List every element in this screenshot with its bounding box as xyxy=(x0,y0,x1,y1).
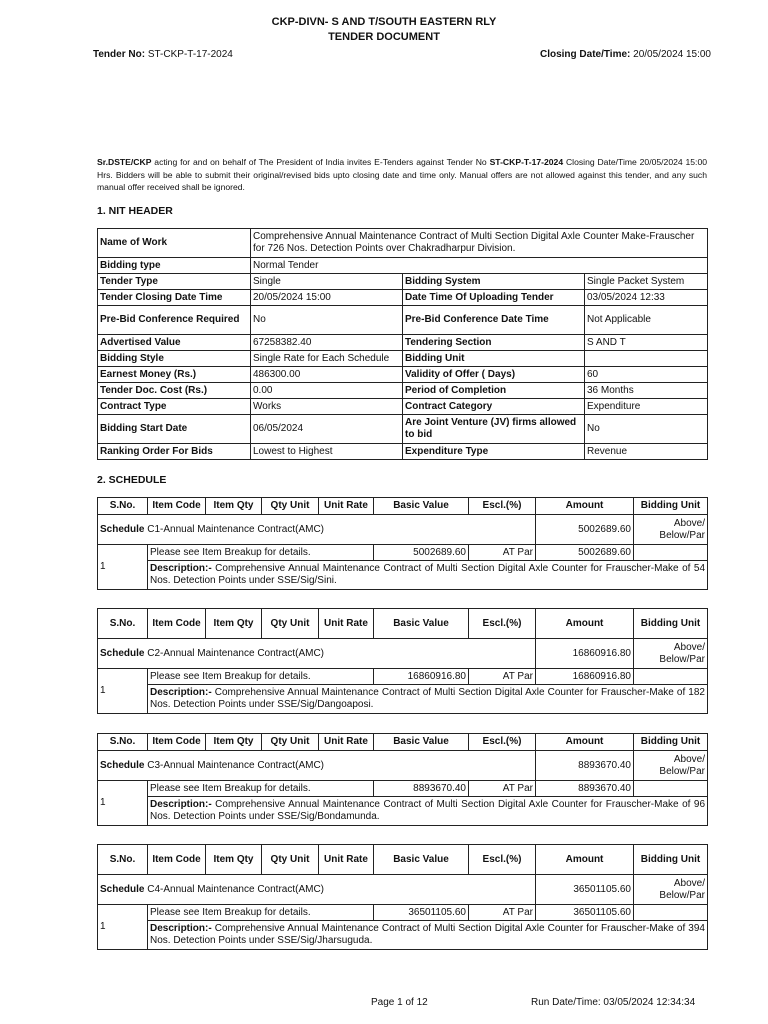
nit-key: Date Time Of Uploading Tender xyxy=(403,290,585,306)
nit-row-name-of-work xyxy=(98,229,708,258)
column-header: Escl.(%) xyxy=(469,498,536,515)
description-text: Comprehensive Annual Maintenance Contract of Multi Section Digital Axle Counter for Frauscher-Make of 182 Nos. Detection Points under SSE/Sig/Dangoaposi. xyxy=(150,687,705,710)
schedule-name-row xyxy=(98,875,708,905)
column-header: Basic Value xyxy=(374,498,469,515)
item-escl: AT Par xyxy=(469,905,536,921)
column-header: Item Code xyxy=(148,734,206,751)
item-escl: AT Par xyxy=(469,781,536,797)
nit-value: S AND T xyxy=(585,335,708,351)
nit-key: Tender Type xyxy=(98,274,251,290)
column-header: Qty Unit xyxy=(262,609,319,639)
item-amount: 5002689.60 xyxy=(536,545,634,561)
description-label: Description:- xyxy=(150,687,212,698)
column-header: Item Code xyxy=(148,498,206,515)
nit-value: 03/05/2024 12:33 xyxy=(585,290,708,306)
nit-row xyxy=(98,290,708,306)
bidding-unit: Above/ Below/Par xyxy=(634,515,708,545)
nit-value: 06/05/2024 xyxy=(251,415,403,444)
nit-row-bidding-type xyxy=(98,258,708,274)
nit-key: Are Joint Venture (JV) firms allowed to bid xyxy=(403,415,585,444)
column-header: Unit Rate xyxy=(319,609,374,639)
nit-value: Comprehensive Annual Maintenance Contract of Multi Section Digital Axle Counter Make-Frauscher for 726 Nos. Detection Points over Chakradharpur Division. xyxy=(251,229,708,258)
description-text: Comprehensive Annual Maintenance Contract of Multi Section Digital Axle Counter for Frauscher-Make of 394 Nos. Detection Points under SSE/Sig/Jharsuguda. xyxy=(150,923,705,946)
schedule-amount: 8893670.40 xyxy=(536,751,634,781)
item-basic-value: 36501105.60 xyxy=(374,905,469,921)
nit-value: Revenue xyxy=(585,444,708,460)
column-header: Item Qty xyxy=(206,498,262,515)
item-description-row xyxy=(98,685,708,714)
column-header: Escl.(%) xyxy=(469,609,536,639)
column-header: Item Qty xyxy=(206,845,262,875)
nit-key: Expenditure Type xyxy=(403,444,585,460)
intro-paragraph xyxy=(97,156,707,194)
schedule-header-row xyxy=(98,609,708,639)
nit-value: No xyxy=(585,415,708,444)
nit-value: Lowest to Highest xyxy=(251,444,403,460)
item-row xyxy=(98,545,708,561)
column-header: S.No. xyxy=(98,734,148,751)
bidding-unit: Above/ Below/Par xyxy=(634,751,708,781)
column-header: Unit Rate xyxy=(319,498,374,515)
column-header: S.No. xyxy=(98,845,148,875)
column-header: Escl.(%) xyxy=(469,734,536,751)
column-header: Bidding Unit xyxy=(634,845,708,875)
column-header: Unit Rate xyxy=(319,734,374,751)
description-label: Description:- xyxy=(150,799,212,810)
nit-row xyxy=(98,415,708,444)
schedule-header-row xyxy=(98,845,708,875)
run-date-time: Run Date/Time: 03/05/2024 12:34:34 xyxy=(531,997,696,1008)
item-basic-value: 8893670.40 xyxy=(374,781,469,797)
column-header: Escl.(%) xyxy=(469,845,536,875)
column-header: Item Code xyxy=(148,609,206,639)
tender-no-value: ST-CKP-T-17-2024 xyxy=(147,49,233,60)
intro-tender-no: ST-CKP-T-17-2024 xyxy=(489,157,564,167)
item-breakup: Please see Item Breakup for details. xyxy=(148,905,374,921)
schedule-name: C2-Annual Maintenance Contract(AMC) xyxy=(147,647,324,659)
column-header: S.No. xyxy=(98,609,148,639)
item-escl: AT Par xyxy=(469,545,536,561)
nit-row xyxy=(98,367,708,383)
item-sno: 1 xyxy=(98,905,148,950)
item-sno: 1 xyxy=(98,545,148,590)
schedule-header-row xyxy=(98,498,708,515)
nit-value: 67258382.40 xyxy=(251,335,403,351)
schedule-label: Schedule xyxy=(100,523,145,535)
page-number: Page 1 of 12 xyxy=(371,997,428,1008)
closing-date-value: 20/05/2024 15:00 xyxy=(633,49,711,60)
column-header: S.No. xyxy=(98,498,148,515)
description-text: Comprehensive Annual Maintenance Contract of Multi Section Digital Axle Counter for Frauscher-Make of 54 Nos. Detection Points under SSE/Sig/Sini. xyxy=(150,563,706,586)
nit-key: Tender Doc. Cost (Rs.) xyxy=(98,383,251,399)
nit-value: Single Rate for Each Schedule xyxy=(251,351,403,367)
item-bidding-unit xyxy=(634,669,708,685)
item-amount: 8893670.40 xyxy=(536,781,634,797)
schedule-table xyxy=(97,844,708,950)
nit-value: No xyxy=(251,306,403,335)
intro-authority: Sr.DSTE/CKP xyxy=(97,157,152,167)
column-header: Basic Value xyxy=(374,734,469,751)
nit-value: Single xyxy=(251,274,403,290)
item-description xyxy=(148,797,708,826)
column-header: Item Code xyxy=(148,845,206,875)
schedule-name-cell xyxy=(98,639,536,669)
item-basic-value: 16860916.80 xyxy=(374,669,469,685)
nit-key: Bidding System xyxy=(403,274,585,290)
schedule-name-row xyxy=(98,639,708,669)
item-basic-value: 5002689.60 xyxy=(374,545,469,561)
item-breakup: Please see Item Breakup for details. xyxy=(148,545,374,561)
schedule-table xyxy=(97,733,708,826)
nit-key: Earnest Money (Rs.) xyxy=(98,367,251,383)
nit-key: Bidding Style xyxy=(98,351,251,367)
nit-header-heading: 1. NIT HEADER xyxy=(97,205,173,217)
description-label: Description:- xyxy=(150,923,212,934)
nit-value: Works xyxy=(251,399,403,415)
nit-row xyxy=(98,274,708,290)
item-breakup: Please see Item Breakup for details. xyxy=(148,669,374,685)
item-escl: AT Par xyxy=(469,669,536,685)
nit-key: Validity of Offer ( Days) xyxy=(403,367,585,383)
column-header: Bidding Unit xyxy=(634,734,708,751)
nit-value: Not Applicable xyxy=(585,306,708,335)
item-row xyxy=(98,781,708,797)
intro-text-2: Closing Date/Time 20/05/2024 15:00 Hrs. Bidders will be able to submit their original/revised bids upto closing date and time only. Manual offers are not allowed against this tender, and any such manual offer received shall be ignored. xyxy=(97,157,708,193)
schedule-name-cell xyxy=(98,751,536,781)
item-description-row xyxy=(98,561,708,590)
schedule-table xyxy=(97,497,708,590)
nit-key: Pre-Bid Conference Date Time xyxy=(403,306,585,335)
column-header: Amount xyxy=(536,498,634,515)
schedule-name: C1-Annual Maintenance Contract(AMC) xyxy=(147,523,324,535)
tender-no-label: Tender No: xyxy=(93,49,146,60)
schedule-heading: 2. SCHEDULE xyxy=(97,474,167,486)
item-bidding-unit xyxy=(634,905,708,921)
column-header: Basic Value xyxy=(374,609,469,639)
tender-no xyxy=(93,49,233,60)
schedule-amount: 5002689.60 xyxy=(536,515,634,545)
column-header: Qty Unit xyxy=(262,734,319,751)
schedule-label: Schedule xyxy=(100,647,145,659)
item-breakup: Please see Item Breakup for details. xyxy=(148,781,374,797)
nit-value: 0.00 xyxy=(251,383,403,399)
nit-value: Normal Tender xyxy=(251,258,708,274)
nit-value: 60 xyxy=(585,367,708,383)
item-description xyxy=(148,685,708,714)
document-subtitle: TENDER DOCUMENT xyxy=(328,31,440,43)
nit-row xyxy=(98,351,708,367)
nit-key: Ranking Order For Bids xyxy=(98,444,251,460)
item-description-row xyxy=(98,921,708,950)
nit-value: Expenditure xyxy=(585,399,708,415)
schedule-amount: 16860916.80 xyxy=(536,639,634,669)
closing-date xyxy=(540,49,711,60)
item-sno: 1 xyxy=(98,669,148,714)
nit-key: Period of Completion xyxy=(403,383,585,399)
column-header: Amount xyxy=(536,734,634,751)
item-row xyxy=(98,905,708,921)
nit-key: Advertised Value xyxy=(98,335,251,351)
nit-key: Contract Type xyxy=(98,399,251,415)
column-header: Amount xyxy=(536,609,634,639)
item-row xyxy=(98,669,708,685)
schedule-label: Schedule xyxy=(100,883,145,895)
item-description xyxy=(148,561,708,590)
schedule-name: C4-Annual Maintenance Contract(AMC) xyxy=(147,883,324,895)
schedule-name-row xyxy=(98,515,708,545)
column-header: Item Qty xyxy=(206,609,262,639)
nit-key: Bidding Unit xyxy=(403,351,585,367)
schedule-name-cell xyxy=(98,875,536,905)
closing-date-label: Closing Date/Time: xyxy=(539,49,631,60)
nit-value: 486300.00 xyxy=(251,367,403,383)
schedule-name-row xyxy=(98,751,708,781)
nit-row xyxy=(98,335,708,351)
nit-row xyxy=(98,444,708,460)
document-header-title: CKP-DIVN- S AND T/SOUTH EASTERN RLY xyxy=(271,16,497,28)
description-label: Description:- xyxy=(150,563,212,574)
nit-key: Pre-Bid Conference Required xyxy=(98,306,251,335)
schedule-name-cell xyxy=(98,515,536,545)
column-header: Item Qty xyxy=(206,734,262,751)
schedule-amount: 36501105.60 xyxy=(536,875,634,905)
nit-header-table xyxy=(97,228,708,460)
nit-key: Tendering Section xyxy=(403,335,585,351)
nit-row xyxy=(98,306,708,335)
item-amount: 36501105.60 xyxy=(536,905,634,921)
nit-value: 36 Months xyxy=(585,383,708,399)
description-text: Comprehensive Annual Maintenance Contract of Multi Section Digital Axle Counter for Frauscher-Make of 96 Nos. Detection Points under SSE/Sig/Bondamunda. xyxy=(150,799,706,822)
column-header: Basic Value xyxy=(374,845,469,875)
column-header: Bidding Unit xyxy=(634,609,708,639)
bidding-unit: Above/ Below/Par xyxy=(634,639,708,669)
nit-key: Name of Work xyxy=(98,229,251,258)
intro-text-1: acting for and on behalf of The President of India invites E-Tenders against Tender No xyxy=(151,157,490,167)
nit-key: Bidding Start Date xyxy=(98,415,251,444)
schedule-label: Schedule xyxy=(100,759,145,771)
nit-row xyxy=(98,383,708,399)
column-header: Amount xyxy=(536,845,634,875)
column-header: Qty Unit xyxy=(262,498,319,515)
nit-row xyxy=(98,399,708,415)
column-header: Bidding Unit xyxy=(634,498,708,515)
item-bidding-unit xyxy=(634,781,708,797)
item-description xyxy=(148,921,708,950)
nit-value: 20/05/2024 15:00 xyxy=(251,290,403,306)
column-header: Qty Unit xyxy=(262,845,319,875)
item-bidding-unit xyxy=(634,545,708,561)
bidding-unit: Above/ Below/Par xyxy=(634,875,708,905)
nit-key: Contract Category xyxy=(403,399,585,415)
nit-key: Bidding type xyxy=(98,258,251,274)
schedule-name: C3-Annual Maintenance Contract(AMC) xyxy=(147,759,324,771)
item-sno: 1 xyxy=(98,781,148,826)
nit-key: Tender Closing Date Time xyxy=(98,290,251,306)
item-amount: 16860916.80 xyxy=(536,669,634,685)
column-header: Unit Rate xyxy=(319,845,374,875)
nit-value xyxy=(585,351,708,367)
item-description-row xyxy=(98,797,708,826)
schedule-header-row xyxy=(98,734,708,751)
schedule-table xyxy=(97,608,708,714)
nit-value: Single Packet System xyxy=(585,274,708,290)
